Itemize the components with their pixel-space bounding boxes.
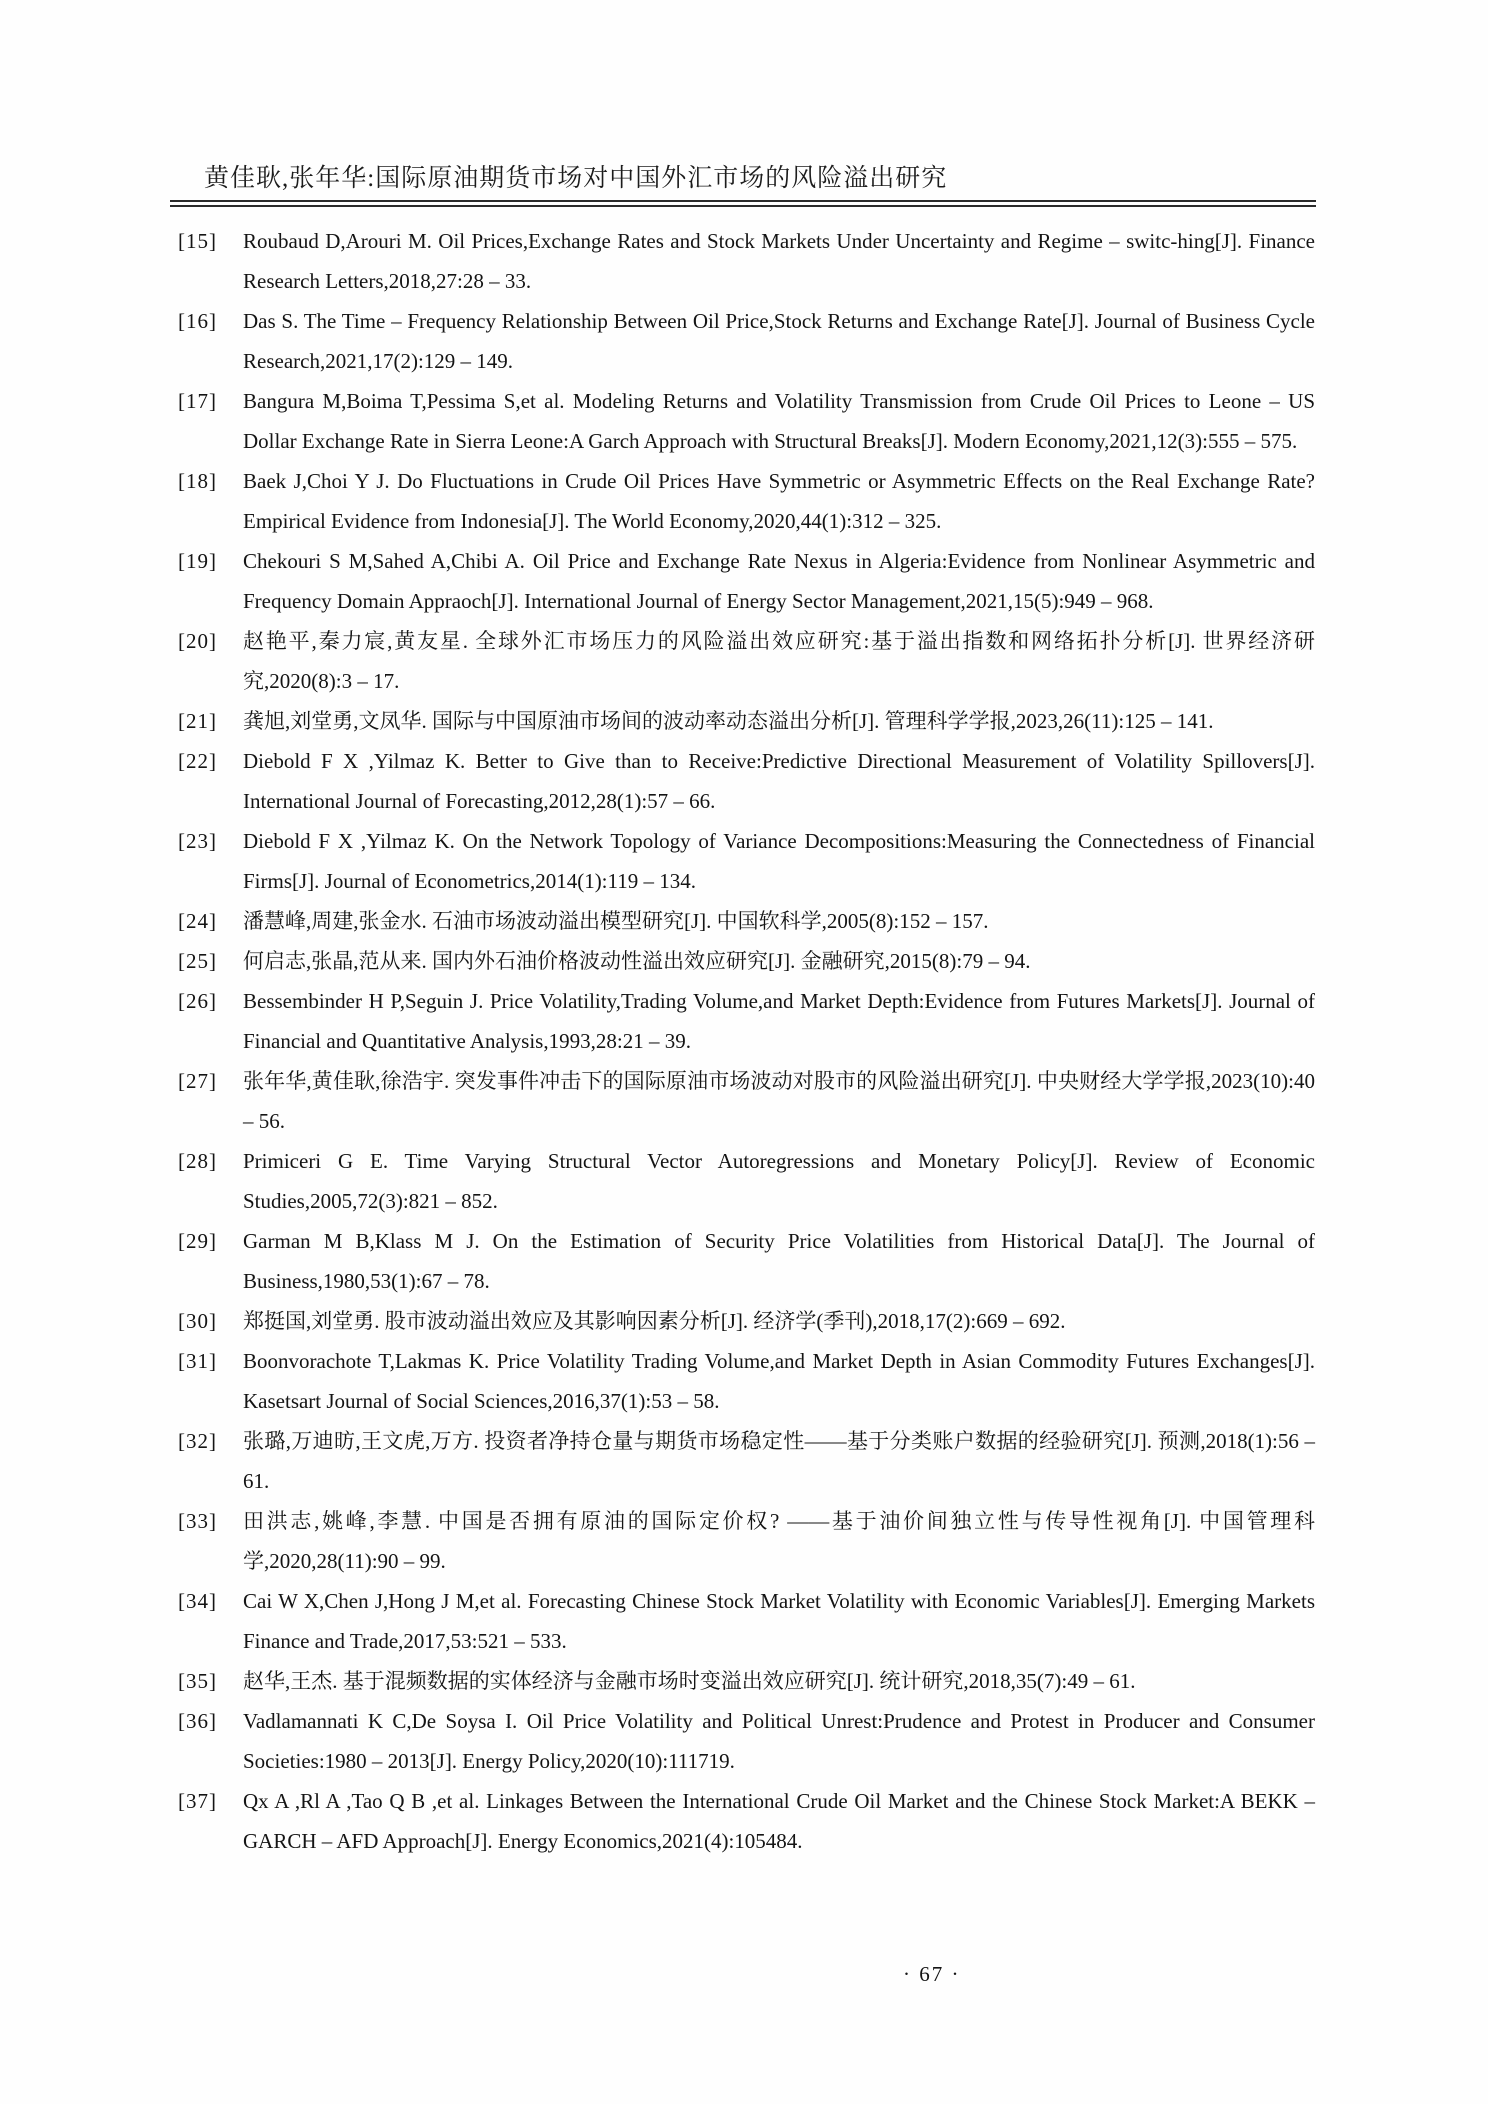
reference-label: [17] <box>178 389 217 413</box>
reference-item <box>178 1421 1315 1501</box>
reference-text: Bangura M,Boima T,Pessima S,et al. Modeling Returns and Volatility Transmission from Crude Oil Prices to Leone – US Dollar Exchange Rate in Sierra Leone:A Garch Approach with Structural Breaks[J]. Modern Economy,2021,12(3):555 – 575. <box>243 389 1315 453</box>
reference-text: 张年华,黄佳耿,徐浩宇. 突发事件冲击下的国际原油市场波动对股市的风险溢出研究[J]. 中央财经大学学报,2023(10):40 – 56. <box>243 1069 1315 1133</box>
reference-text: Boonvorachote T,Lakmas K. Price Volatility Trading Volume,and Market Depth in Asian Commodity Futures Exchanges[J]. Kasetsart Journal of Social Sciences,2016,37(1):53 – 58. <box>243 1349 1315 1413</box>
reference-item <box>178 1581 1315 1661</box>
reference-item <box>178 381 1315 461</box>
reference-item <box>178 461 1315 541</box>
reference-text: 何启志,张晶,范从来. 国内外石油价格波动性溢出效应研究[J]. 金融研究,2015(8):79 – 94. <box>243 949 1031 973</box>
reference-text: 郑挺国,刘堂勇. 股市波动溢出效应及其影响因素分析[J]. 经济学(季刊),2018,17(2):669 – 692. <box>243 1309 1066 1333</box>
running-head-title: 黄佳耿,张年华:国际原油期货市场对中国外汇市场的风险溢出研究 <box>204 165 948 192</box>
reference-text: 赵华,王杰. 基于混频数据的实体经济与金融市场时变溢出效应研究[J]. 统计研究,2018,35(7):49 – 61. <box>243 1669 1136 1693</box>
reference-item <box>178 1061 1315 1141</box>
reference-label: [32] <box>178 1429 217 1453</box>
reference-label: [30] <box>178 1309 217 1333</box>
reference-text: Roubaud D,Arouri M. Oil Prices,Exchange Rates and Stock Markets Under Uncertainty and Regime – switc-hing[J]. Finance Research Letters,2018,27:28 – 33. <box>243 229 1315 293</box>
reference-label: [20] <box>178 629 217 653</box>
reference-text: Vadlamannati K C,De Soysa I. Oil Price Volatility and Political Unrest:Prudence and Protest in Producer and Consumer Societies:1980 – 2013[J]. Energy Policy,2020(10):111719. <box>243 1709 1315 1773</box>
reference-item <box>178 941 1315 981</box>
reference-item <box>178 301 1315 381</box>
reference-text: Das S. The Time – Frequency Relationship Between Oil Price,Stock Returns and Exchange Rate[J]. Journal of Business Cycle Research,2021,17(2):129 – 149. <box>243 309 1315 373</box>
reference-item <box>178 1661 1315 1701</box>
reference-label: [24] <box>178 909 217 933</box>
reference-item <box>178 1701 1315 1781</box>
reference-label: [35] <box>178 1669 217 1693</box>
header-double-rule <box>170 200 1316 207</box>
reference-text: Cai W X,Chen J,Hong J M,et al. Forecasting Chinese Stock Market Volatility with Economic Variables[J]. Emerging Markets Finance and Trade,2017,53:521 – 533. <box>243 1589 1315 1653</box>
reference-text: Qx A ,Rl A ,Tao Q B ,et al. Linkages Between the International Crude Oil Market and the Chinese Stock Market:A BEKK – GARCH – AFD Approach[J]. Energy Economics,2021(4):105484. <box>243 1789 1315 1853</box>
reference-label: [23] <box>178 829 217 853</box>
reference-text: 潘慧峰,周建,张金水. 石油市场波动溢出模型研究[J]. 中国软科学,2005(8):152 – 157. <box>243 909 989 933</box>
reference-label: [19] <box>178 549 217 573</box>
reference-item <box>178 1221 1315 1301</box>
reference-item <box>178 901 1315 941</box>
reference-text: Baek J,Choi Y J. Do Fluctuations in Crude Oil Prices Have Symmetric or Asymmetric Effects on the Real Exchange Rate? Empirical Evidence from Indonesia[J]. The World Economy,2020,44(1):312 – 325. <box>243 469 1315 533</box>
reference-text: Primiceri G E. Time Varying Structural Vector Autoregressions and Monetary Policy[J]. Review of Economic Studies,2005,72(3):821 – 852. <box>243 1149 1315 1213</box>
reference-label: [18] <box>178 469 217 493</box>
reference-text: 龚旭,刘堂勇,文凤华. 国际与中国原油市场间的波动率动态溢出分析[J]. 管理科学学报,2023,26(11):125 – 141. <box>243 709 1214 733</box>
reference-text: Chekouri S M,Sahed A,Chibi A. Oil Price and Exchange Rate Nexus in Algeria:Evidence from Nonlinear Asymmetric and Frequency Domain Appraoch[J]. International Journal of Energy Sector Management,2021,15(5):949 – 968. <box>243 549 1315 613</box>
reference-label: [37] <box>178 1789 217 1813</box>
reference-text: 田洪志,姚峰,李慧. 中国是否拥有原油的国际定价权? ——基于油价间独立性与传导性视角[J]. 中国管理科学,2020,28(11):90 – 99. <box>243 1509 1315 1573</box>
reference-item <box>178 741 1315 821</box>
reference-text: Garman M B,Klass M J. On the Estimation of Security Price Volatilities from Historical Data[J]. The Journal of Business,1980,53(1):67 – 78. <box>243 1229 1315 1293</box>
reference-item <box>178 1301 1315 1341</box>
reference-text: Diebold F X ,Yilmaz K. On the Network Topology of Variance Decompositions:Measuring the Connectedness of Financial Firms[J]. Journal of Econometrics,2014(1):119 – 134. <box>243 829 1315 893</box>
reference-label: [27] <box>178 1069 217 1093</box>
reference-item <box>178 221 1315 301</box>
reference-label: [26] <box>178 989 217 1013</box>
page-number: · 67 · <box>903 1962 961 1986</box>
reference-text: Diebold F X ,Yilmaz K. Better to Give than to Receive:Predictive Directional Measurement of Volatility Spillovers[J]. International Journal of Forecasting,2012,28(1):57 – 66. <box>243 749 1315 813</box>
reference-text: 张璐,万迪昉,王文虎,万方. 投资者净持仓量与期货市场稳定性——基于分类账户数据的经验研究[J]. 预测,2018(1):56 – 61. <box>243 1429 1315 1493</box>
reference-item <box>178 541 1315 621</box>
reference-label: [21] <box>178 709 217 733</box>
reference-label: [28] <box>178 1149 217 1173</box>
reference-label: [31] <box>178 1349 217 1373</box>
reference-label: [25] <box>178 949 217 973</box>
reference-label: [16] <box>178 309 217 333</box>
reference-item <box>178 1341 1315 1421</box>
reference-label: [33] <box>178 1509 217 1533</box>
reference-item <box>178 1501 1315 1581</box>
references-list <box>178 221 1315 1861</box>
reference-label: [15] <box>178 229 217 253</box>
reference-label: [36] <box>178 1709 217 1733</box>
reference-item <box>178 621 1315 701</box>
reference-label: [29] <box>178 1229 217 1253</box>
reference-item <box>178 701 1315 741</box>
reference-item <box>178 1781 1315 1861</box>
reference-label: [34] <box>178 1589 217 1613</box>
reference-item <box>178 821 1315 901</box>
reference-label: [22] <box>178 749 217 773</box>
reference-text: 赵艳平,秦力宸,黄友星. 全球外汇市场压力的风险溢出效应研究:基于溢出指数和网络拓扑分析[J]. 世界经济研究,2020(8):3 – 17. <box>243 629 1315 693</box>
reference-text: Bessembinder H P,Seguin J. Price Volatility,Trading Volume,and Market Depth:Evidence from Futures Markets[J]. Journal of Financial and Quantitative Analysis,1993,28:21 – 39. <box>243 989 1315 1053</box>
reference-item <box>178 1141 1315 1221</box>
reference-item <box>178 981 1315 1061</box>
